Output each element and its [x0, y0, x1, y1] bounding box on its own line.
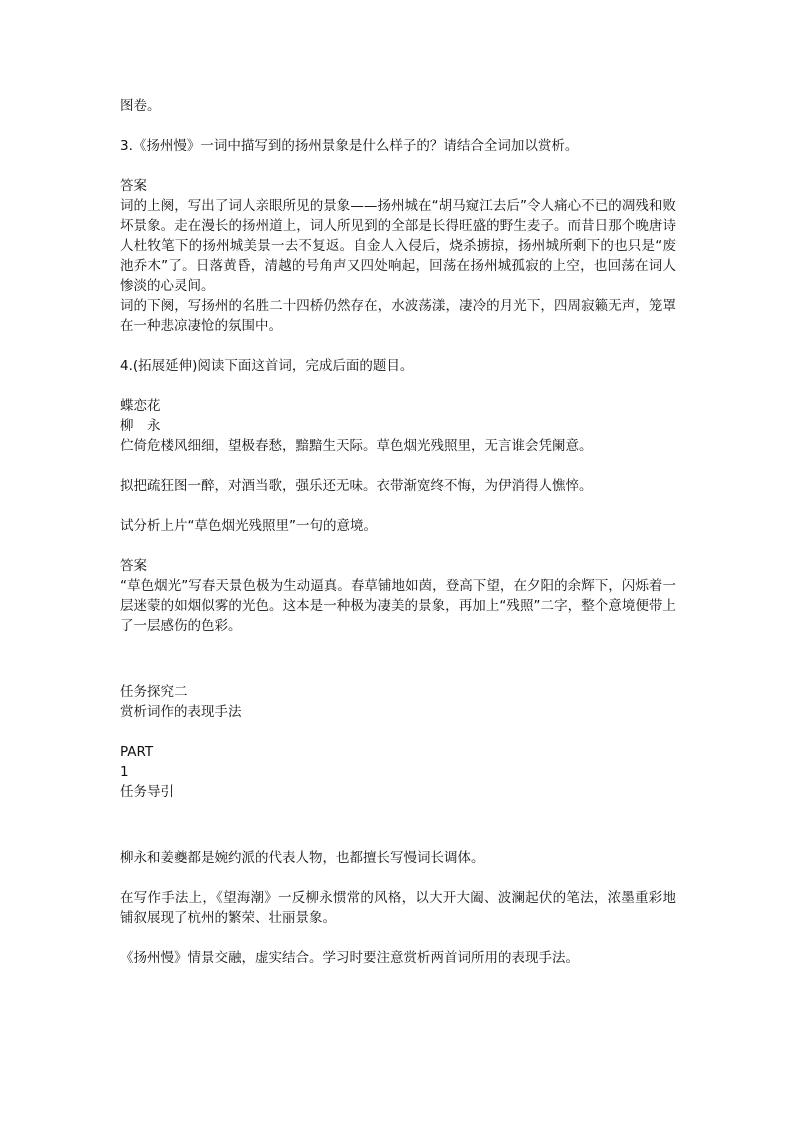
poem-line-1: 伫倚危楼风细细，望极春愁，黯黯生天际。草色烟光残照里，无言谁会凭阑意。 — [120, 438, 593, 454]
question-3: 3.《扬州慢》一词中描写到的扬州景象是什么样子的？请结合全词加以赏析。 — [120, 138, 579, 154]
part-label: PART — [120, 744, 154, 760]
question-4: 4.(拓展延伸)阅读下面这首词，完成后面的题目。 — [120, 358, 414, 374]
task-title: 任务探究二 — [120, 684, 188, 700]
answer-label: 答案 — [120, 178, 147, 194]
poem-line-2: 拟把疏狂图一醉，对酒当歌，强乐还无味。衣带渐宽终不悔，为伊消得人憔悴。 — [120, 478, 593, 494]
document-page — [120, 96, 676, 968]
guide-paragraph-1: 柳永和姜夔都是婉约派的代表人物，也都擅长写慢词长调体。 — [120, 850, 485, 866]
task-subtitle: 赏析词作的表现手法 — [120, 704, 242, 720]
part-title: 任务导引 — [120, 784, 174, 800]
poem-title: 蝶恋花 — [120, 398, 161, 414]
guide-paragraph-2: 在写作手法上，《望海潮》一反柳永惯常的风格，以大开大阖、波澜起伏的笔法，浓墨重彩地铺叙展现了杭州的繁荣、壮丽景象。 — [120, 890, 676, 926]
answer-3-paragraph-2: 词的下阕，写扬州的名胜二十四桥仍然存在，水波荡漾，凄冷的月光下，四周寂籁无声，笼罩在一种悲凉凄怆的氛围中。 — [120, 298, 676, 334]
answer-3-paragraph-1: 词的上阕，写出了词人亲眼所见的景象——扬州城在“胡马窥江去后”令人痛心不已的凋残和败坏景象。走在漫长的扬州道上，词人所见到的全部是长得旺盛的野生麦子。而昔日那个晚唐诗人杜牧笔下的扬州城美景一去不复返。自金人入侵后，烧杀掳掠，扬州城所剩下的也只是“废池乔木”了。日落黄昏，清越的号角声又四处响起，回荡在扬州城孤寂的上空，也回荡在词人惨淡的心灵间。 — [120, 198, 676, 294]
text-line-tujuan: 图卷。 — [120, 98, 161, 114]
part-number: 1 — [120, 764, 129, 780]
answer-label: 答案 — [120, 558, 147, 574]
answer-4: “草色烟光”写春天景色极为生动逼真。春草铺地如茵，登高下望，在夕阳的余辉下，闪烁着一层迷蒙的如烟似雾的光色。这本是一种极为凄美的景象，再加上“残照”二字，整个意境便带上了一层感伤的色彩。 — [120, 578, 676, 634]
poem-author: 柳 永 — [120, 418, 161, 434]
question-4-prompt: 试分析上片“草色烟光残照里”一句的意境。 — [120, 518, 377, 534]
guide-paragraph-3: 《扬州慢》情景交融，虚实结合。学习时要注意赏析两首词所用的表现手法。 — [120, 950, 579, 966]
